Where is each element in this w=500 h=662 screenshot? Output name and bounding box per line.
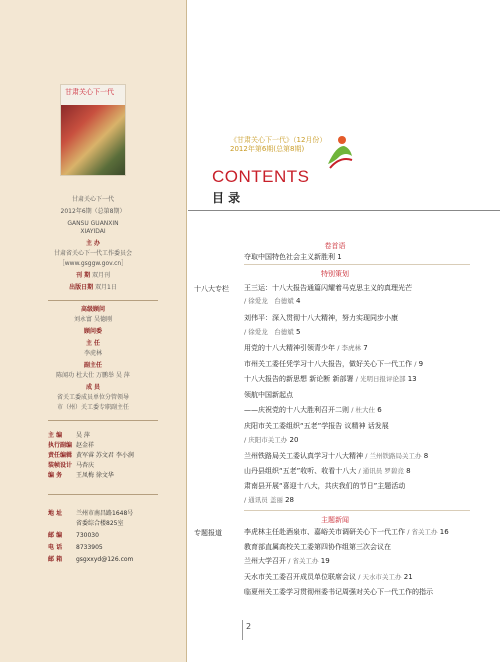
divider	[48, 494, 158, 495]
mascot-logo-icon	[322, 134, 356, 170]
divider	[48, 420, 158, 421]
toc-entry[interactable]	[244, 406, 382, 415]
contact-value: gsgxxyd@126.com	[76, 556, 134, 563]
staff-value: 王凤梅 徐文华	[76, 472, 114, 479]
toc-entry[interactable]	[244, 314, 398, 323]
entry-title: 领航中国新起点	[244, 391, 293, 399]
contact-value: 730030	[76, 532, 99, 539]
director-label: 主 任	[85, 340, 101, 347]
staff-key: 装帧设计	[48, 462, 73, 469]
section-rule	[244, 510, 470, 511]
divider	[48, 300, 158, 301]
masthead-panel	[0, 0, 186, 662]
page-number: 2	[246, 622, 252, 631]
entry-title: 兰州铁路局关工委认真学习十八大精神	[244, 452, 363, 460]
entry-author: / 省关工办	[407, 528, 438, 536]
deputy-label: 副主任	[83, 362, 102, 369]
entry-title: 夺取中国特色社会主义新胜利	[244, 253, 335, 261]
entry-page: 1	[337, 253, 342, 261]
mag-line: 《甘肃关心下一代》（12月份）	[230, 136, 327, 144]
entry-author: / 天水市关工办	[358, 573, 402, 581]
toc-entry[interactable]	[244, 467, 411, 476]
toc-entry[interactable]	[244, 436, 298, 445]
director: 李虎林	[83, 350, 102, 357]
toc-entry[interactable]	[244, 452, 428, 461]
toc-entry[interactable]	[244, 496, 294, 505]
entry-page: 8	[423, 452, 429, 460]
contact-key: 电 话	[48, 544, 63, 551]
staff-value: 赵金祥	[76, 442, 95, 449]
toc-entry[interactable]	[244, 422, 389, 431]
entry-author: / 徐爱龙 台德斌	[244, 297, 294, 305]
toc-entry[interactable]	[244, 297, 300, 306]
entry-author: / 光明日报评论部	[355, 375, 406, 383]
entry-title: ——庆祝党的十八大胜利召开二则	[244, 406, 349, 414]
entry-author: / 杜大仕	[351, 406, 375, 414]
period-label: 刊 期	[75, 272, 91, 279]
mag-name: 甘肃关心下一代	[71, 196, 114, 203]
toc-entry[interactable]	[244, 284, 412, 293]
cover-photo	[61, 105, 125, 175]
deputies: 陈闻功 杜大仕 万鹏举 吴 萍	[56, 372, 130, 379]
member-line-1: 省关工委成员单位分管领导	[56, 394, 129, 401]
advisors: 刘永富 吴德刚	[74, 316, 112, 323]
entry-title: 用党的十八大精神引领青少年	[244, 344, 335, 352]
section-heading: 卷首语	[324, 242, 346, 250]
contact-key: 邮 编	[48, 532, 63, 539]
toc-entry[interactable]	[244, 482, 405, 491]
entry-page: 5	[296, 328, 301, 336]
toc-entry[interactable]	[244, 360, 423, 369]
mulu-title: 目 录	[212, 191, 241, 205]
entry-author: / 李虎林	[337, 344, 361, 352]
staff-value: 马杏庆	[76, 462, 95, 469]
member-line-2: 市（州）关工委专职副主任	[56, 404, 129, 411]
consultant-label: 顾问委	[83, 328, 102, 335]
staff-key: 责任编辑	[48, 452, 73, 459]
staff-value: 黄军睿 苏文君 李小润	[76, 452, 134, 459]
issue-line-main: 2012年第6期(总第8期)	[230, 145, 305, 153]
staff-value: 吴 萍	[76, 432, 90, 439]
entry-page: 20	[289, 436, 299, 444]
entry-page: 21	[403, 573, 413, 581]
cover-thumbnail[interactable]	[60, 84, 126, 176]
entry-page: 28	[285, 496, 294, 504]
date-label: 出版日期	[69, 284, 94, 291]
category-label: 专题报道	[194, 529, 222, 537]
toc-entry[interactable]	[244, 253, 342, 262]
toc-entry[interactable]	[244, 528, 449, 537]
section-heading: 特别策划	[321, 270, 349, 278]
entry-page: 19	[320, 557, 330, 565]
category-label: 十八大专栏	[194, 285, 229, 293]
entry-author: /	[414, 360, 417, 368]
toc-entry[interactable]	[244, 328, 300, 337]
issue-line: 2012年6期（总第8期）	[60, 208, 126, 215]
magazine-header	[230, 136, 326, 154]
entry-title: 刘伟平：深入贯彻十八大精神，努力实现同步小康	[244, 314, 398, 322]
cover-title: 甘肃关心下一代	[65, 88, 114, 96]
contact-key: 邮 箱	[48, 556, 63, 563]
entry-page: 16	[439, 528, 449, 536]
website: ［www.gsggw.gov.cn］	[58, 260, 128, 267]
entry-title: 李虎林主任赴酒泉市、嘉峪关市调研关心下一代工作	[244, 528, 405, 536]
entry-title: 教育部直属高校关工委第四协作组第三次会议在	[244, 543, 391, 551]
entry-author: / 通讯员 罗碧竞	[358, 467, 404, 475]
panel-divider	[186, 0, 187, 662]
member-label: 成 员	[85, 384, 101, 391]
sponsor: 甘肃省关心下一代工作委员会	[53, 250, 132, 257]
toc-entry[interactable]	[244, 375, 417, 384]
contact-value: 兰州市南昌路1648号	[76, 510, 134, 517]
contact-key: 地 址	[48, 510, 63, 517]
contents-title: CONTENTS	[212, 167, 310, 186]
period: 双月刊	[92, 272, 111, 279]
entry-title: 临夏州关工委学习贯彻州委书记周强对关心下一代工作的指示	[244, 588, 433, 596]
entry-page: 6	[377, 406, 382, 414]
toc-entry[interactable]	[244, 557, 330, 566]
entry-title: 山丹县组织“五老”收听、收看十八大	[244, 467, 357, 475]
toc-entry[interactable]	[244, 588, 433, 597]
staff-key: 编 务	[48, 472, 63, 479]
header-divider	[188, 210, 500, 211]
entry-page: 13	[407, 375, 417, 383]
entry-title: 十八大报告的新思想 新论断 新部署	[244, 375, 354, 383]
entry-title: 市州关工委任凭学习十八大报告，做好关心下一代工作	[244, 360, 412, 368]
staff-key: 主 编	[48, 432, 63, 439]
contact-value: 省委综合楼825室	[76, 520, 124, 527]
entry-page: 4	[296, 297, 301, 305]
page-number-rule	[242, 620, 243, 640]
en-name-1: GANSU GUANXIN	[67, 220, 119, 227]
entry-author: / 兰州铁路局关工办	[365, 452, 422, 460]
en-name-2: XIAYIDAI	[80, 228, 106, 235]
toc-entry[interactable]	[244, 391, 293, 400]
entry-page: 9	[418, 360, 424, 368]
entry-title: 肃南县开展“喜迎十八大，共庆我们的节日”主题活动	[244, 482, 406, 490]
sponsor-label: 主 办	[85, 240, 101, 247]
entry-author: / 通讯员 盖丽	[244, 496, 283, 504]
entry-author: / 徐爱龙 台德斌	[244, 328, 294, 336]
date: 双月1日	[95, 284, 117, 291]
section-rule	[244, 264, 470, 265]
toc-entry[interactable]	[244, 344, 368, 353]
entry-author: / 庆阳市关工办	[244, 436, 288, 444]
entry-title: 天水市关工委召开成员单位联席会议	[244, 573, 356, 581]
entry-page: 8	[406, 467, 411, 475]
section-heading: 主题新闻	[321, 516, 349, 524]
advisor-label: 高级顾问	[80, 306, 105, 313]
toc-entry[interactable]	[244, 573, 413, 582]
entry-title: 王三运：十八大报告通篇闪耀着马克思主义的真理光芒	[244, 284, 412, 292]
contact-value: 8733905	[76, 544, 103, 551]
staff-key: 执行副编	[48, 442, 73, 449]
entry-title: 庆阳市关工委组织“五老”学报告 议精神 话发展	[244, 422, 389, 430]
entry-page: 7	[363, 344, 368, 352]
toc-entry[interactable]	[244, 543, 391, 552]
entry-title: 兰州大学召开	[244, 557, 286, 565]
entry-author: / 省关工办	[288, 557, 319, 565]
